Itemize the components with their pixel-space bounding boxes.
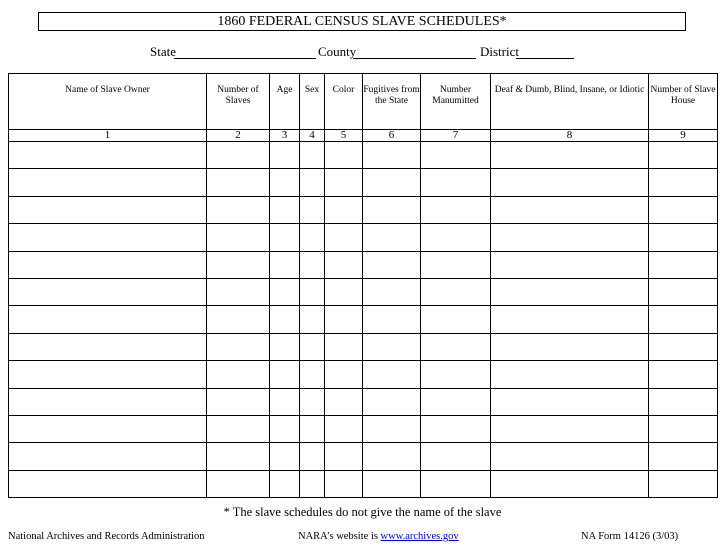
table-row [9,333,718,360]
table-row [9,415,718,442]
entry-cell[interactable] [9,278,207,305]
state-label: State [150,44,176,59]
table-row [9,224,718,251]
entry-cell[interactable] [270,470,300,497]
column-number: 3 [270,130,300,142]
entry-cell[interactable] [270,169,300,196]
entry-cell[interactable] [270,278,300,305]
entry-cell[interactable] [300,251,325,278]
entry-cell[interactable] [491,142,649,169]
entry-cell[interactable] [300,470,325,497]
entry-cell[interactable] [363,443,421,470]
entry-cell[interactable] [649,196,718,223]
entry-cell[interactable] [325,169,363,196]
column-number-row [9,130,718,142]
entry-cell[interactable] [491,224,649,251]
entry-cell[interactable] [649,142,718,169]
entry-cell[interactable] [9,196,207,223]
footnote: * The slave schedules do not give the name of the slave [223,505,502,519]
district-field[interactable] [516,44,574,63]
entry-cell[interactable] [270,306,300,333]
entry-cell[interactable] [300,278,325,305]
entry-cell[interactable] [325,443,363,470]
entry-cell[interactable] [421,361,491,388]
entry-cell[interactable] [491,278,649,305]
entry-cell[interactable] [207,388,270,415]
county-label: County [318,44,357,59]
entry-cell[interactable] [207,278,270,305]
entry-cell[interactable] [325,278,363,305]
entry-cell[interactable] [325,388,363,415]
column-number: 6 [363,130,421,142]
entry-cell[interactable] [491,443,649,470]
entry-cell[interactable] [421,470,491,497]
column-header: Number of Slave House [649,74,718,130]
entry-cell[interactable] [421,333,491,360]
entry-cell[interactable] [270,196,300,223]
district-label: District [480,44,519,59]
entry-cell[interactable] [421,251,491,278]
entry-cell[interactable] [421,169,491,196]
entry-cell[interactable] [207,415,270,442]
entry-cell[interactable] [363,142,421,169]
entry-cell[interactable] [363,388,421,415]
entry-cell[interactable] [270,224,300,251]
entry-cell[interactable] [421,443,491,470]
table-row [9,251,718,278]
entry-cell[interactable] [325,333,363,360]
entry-cell[interactable] [491,306,649,333]
entry-cell[interactable] [491,169,649,196]
entry-cell[interactable] [207,443,270,470]
table-row [9,361,718,388]
entry-cell[interactable] [207,169,270,196]
table-row [9,196,718,223]
table-row [9,142,718,169]
entry-cell[interactable] [9,142,207,169]
entry-cell[interactable] [325,361,363,388]
entry-cell[interactable] [325,142,363,169]
column-number: 1 [9,130,207,142]
entry-cell[interactable] [9,443,207,470]
entry-cell[interactable] [325,196,363,223]
table-row [9,443,718,470]
entry-cell[interactable] [300,224,325,251]
column-number: 2 [207,130,270,142]
entry-cell[interactable] [9,224,207,251]
entry-cell[interactable] [649,470,718,497]
table-row [9,388,718,415]
entry-cell[interactable] [325,415,363,442]
entry-cell[interactable] [9,333,207,360]
entry-cell[interactable] [649,169,718,196]
entry-cell[interactable] [207,333,270,360]
column-header: Number of Slaves [207,74,270,130]
entry-cell[interactable] [491,251,649,278]
entry-cell[interactable] [270,333,300,360]
entry-cell[interactable] [421,224,491,251]
footer-form-number: NA Form 14126 (3/03) [581,531,679,542]
form-title: 1860 FEDERAL CENSUS SLAVE SCHEDULES* [38,12,686,31]
entry-cell[interactable] [421,142,491,169]
entry-cell[interactable] [363,251,421,278]
entry-cell[interactable] [363,415,421,442]
column-header: Number Manumitted [421,74,491,130]
entry-cell[interactable] [649,306,718,333]
entry-cell[interactable] [363,333,421,360]
entry-cell[interactable] [325,470,363,497]
county-field[interactable] [353,44,476,63]
entry-cell[interactable] [300,306,325,333]
entry-cell[interactable] [491,361,649,388]
entry-cell[interactable] [207,196,270,223]
entry-cell[interactable] [300,142,325,169]
table-row [9,306,718,333]
table-row [9,278,718,305]
entry-cell[interactable] [270,388,300,415]
schedule-table [8,73,718,498]
table-row [9,169,718,196]
entry-cell[interactable] [300,169,325,196]
column-number: 8 [491,130,649,142]
entry-cell[interactable] [491,196,649,223]
entry-cell[interactable] [363,361,421,388]
footer-website-prefix: NARA’s website is [298,531,381,542]
entry-cell[interactable] [649,443,718,470]
footer-website [298,531,459,542]
entry-cell[interactable] [421,306,491,333]
entry-cell[interactable] [649,224,718,251]
entry-cell[interactable] [9,306,207,333]
entry-cell[interactable] [491,470,649,497]
entry-cell[interactable] [300,415,325,442]
entry-cell[interactable] [421,388,491,415]
column-number: 4 [300,130,325,142]
entry-cell[interactable] [270,443,300,470]
entry-cell[interactable] [325,306,363,333]
entry-cell[interactable] [491,415,649,442]
entry-cell[interactable] [363,196,421,223]
entry-cell[interactable] [9,169,207,196]
entry-cell[interactable] [649,333,718,360]
entry-cell[interactable] [270,251,300,278]
column-number: 9 [649,130,718,142]
entry-cell[interactable] [300,196,325,223]
entry-cell[interactable] [363,169,421,196]
entry-cell[interactable] [363,224,421,251]
column-header: Name of Slave Owner [9,74,207,130]
entry-cell[interactable] [300,388,325,415]
entry-cell[interactable] [300,443,325,470]
column-header: Deaf & Dumb, Blind, Insane, or Idiotic [491,74,649,130]
entry-cell[interactable] [421,196,491,223]
entry-cell[interactable] [491,388,649,415]
entry-cell[interactable] [649,251,718,278]
entry-cell[interactable] [270,415,300,442]
entry-cell[interactable] [325,224,363,251]
column-number: 5 [325,130,363,142]
entry-cell[interactable] [363,306,421,333]
footer-agency: National Archives and Records Administration [8,531,205,542]
column-header: Sex [300,74,325,130]
entry-cell[interactable] [300,361,325,388]
entry-cell[interactable] [9,251,207,278]
entry-cell[interactable] [207,251,270,278]
column-number: 7 [421,130,491,142]
entry-cell[interactable] [9,470,207,497]
entry-cell[interactable] [270,142,300,169]
entry-cell[interactable] [649,388,718,415]
header-row [9,74,718,130]
entry-cell[interactable] [9,388,207,415]
entry-cell[interactable] [363,470,421,497]
entry-cell[interactable] [300,333,325,360]
state-field[interactable] [174,44,316,63]
entry-cell[interactable] [421,278,491,305]
entry-cell[interactable] [649,361,718,388]
table-row [9,470,718,497]
entry-cell[interactable] [649,415,718,442]
entry-cell[interactable] [9,415,207,442]
entry-cell[interactable] [491,333,649,360]
column-header: Fugitives from the State [363,74,421,130]
entry-cell[interactable] [270,361,300,388]
archives-link[interactable]: www.archives.gov [380,531,459,542]
column-header: Color [325,74,363,130]
entry-cell[interactable] [207,224,270,251]
entry-cell[interactable] [421,415,491,442]
entry-cell[interactable] [207,306,270,333]
column-header: Age [270,74,300,130]
entry-cell[interactable] [649,278,718,305]
entry-cell[interactable] [207,361,270,388]
entry-cell[interactable] [325,251,363,278]
entry-cell[interactable] [363,278,421,305]
entry-cell[interactable] [9,361,207,388]
entry-cell[interactable] [207,142,270,169]
entry-cell[interactable] [207,470,270,497]
